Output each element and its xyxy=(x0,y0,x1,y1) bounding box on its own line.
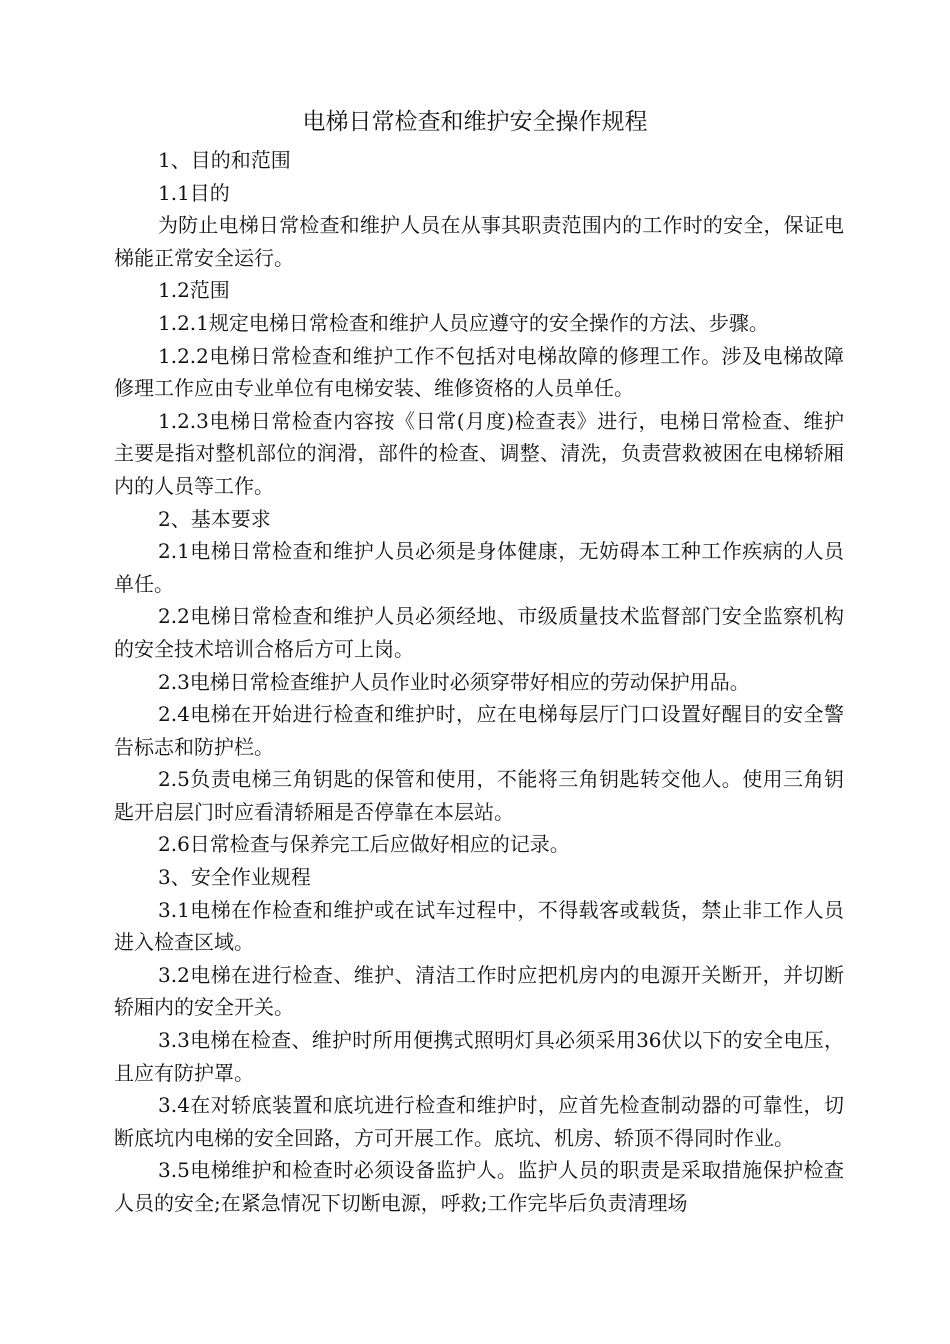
paragraph: 3.2电梯在进行检查、维护、清洁工作时应把机房内的电源开关断开，并切断轿厢内的安全开关。 xyxy=(114,962,844,1020)
section-heading: 3、安全作业规程 xyxy=(158,865,311,890)
document-body xyxy=(114,144,844,1220)
paragraph: 1.2.3电梯日常检查内容按《日常(月度)检查表》进行，电梯日常检查、维护主要是指对整机部位的润滑，部件的检查、调整、清洗，负责营救被困在电梯轿厢内的人员等工作。 xyxy=(114,408,844,498)
paragraph: 2.6日常检查与保养完工后应做好相应的记录。 xyxy=(158,832,570,857)
paragraph: 2.4电梯在开始进行检查和维护时，应在电梯每层厅门口设置好醒目的安全警告标志和防护栏。 xyxy=(114,702,844,759)
document-title: 电梯日常检查和维护安全操作规程 xyxy=(302,109,648,135)
paragraph: 为防止电梯日常检查和维护人员在从事其职责范围内的工作时的安全，保证电梯能正常安全运行。 xyxy=(114,213,844,270)
paragraph: 2.5负责电梯三角钥匙的保管和使用，不能将三角钥匙转交他人。使用三角钥匙开启层门时应看清轿厢是否停靠在本层站。 xyxy=(114,767,844,824)
paragraph: 1.2.2电梯日常检查和维护工作不包括对电梯故障的修理工作。涉及电梯故障修理工作应由专业单位有电梯安装、维修资格的人员单任。 xyxy=(114,343,844,401)
subsection-heading: 1.2范围 xyxy=(158,278,230,303)
section-heading: 2、基本要求 xyxy=(158,506,271,531)
paragraph: 3.1电梯在作检查和维护或在试车过程中，不得载客或载货，禁止非工作人员进入检查区域。 xyxy=(114,897,844,955)
paragraph: 2.2电梯日常检查和维护人员必须经地、市级质量技术监督部门安全监察机构的安全技术培训合格后方可上岗。 xyxy=(114,604,844,661)
paragraph: 2.3电梯日常检查维护人员作业时必须穿带好相应的劳动保护用品。 xyxy=(158,669,750,694)
paragraph: 1.2.1规定电梯日常检查和维护人员应遵守的安全操作的方法、步骤。 xyxy=(158,310,769,335)
paragraph: 3.3电梯在检查、维护时所用便携式照明灯具必须采用36伏以下的安全电压，且应有防护罩。 xyxy=(114,1028,844,1085)
paragraph: 3.5电梯维护和检查时必须设备监护人。监护人员的职责是采取措施保护检查人员的安全;在紧急情况下切断电源，呼救;工作完毕后负责清理场 xyxy=(114,1158,844,1215)
section-heading: 1、目的和范围 xyxy=(158,148,291,172)
paragraph: 2.1电梯日常检查和维护人员必须是身体健康，无妨碍本工种工作疾病的人员单任。 xyxy=(114,539,844,596)
subsection-heading: 1.1目的 xyxy=(158,180,230,205)
paragraph: 3.4在对轿底装置和底坑进行检查和维护时，应首先检查制动器的可靠性，切断底坑内电梯的安全回路，方可开展工作。底坑、机房、轿顶不得同时作业。 xyxy=(114,1093,844,1150)
